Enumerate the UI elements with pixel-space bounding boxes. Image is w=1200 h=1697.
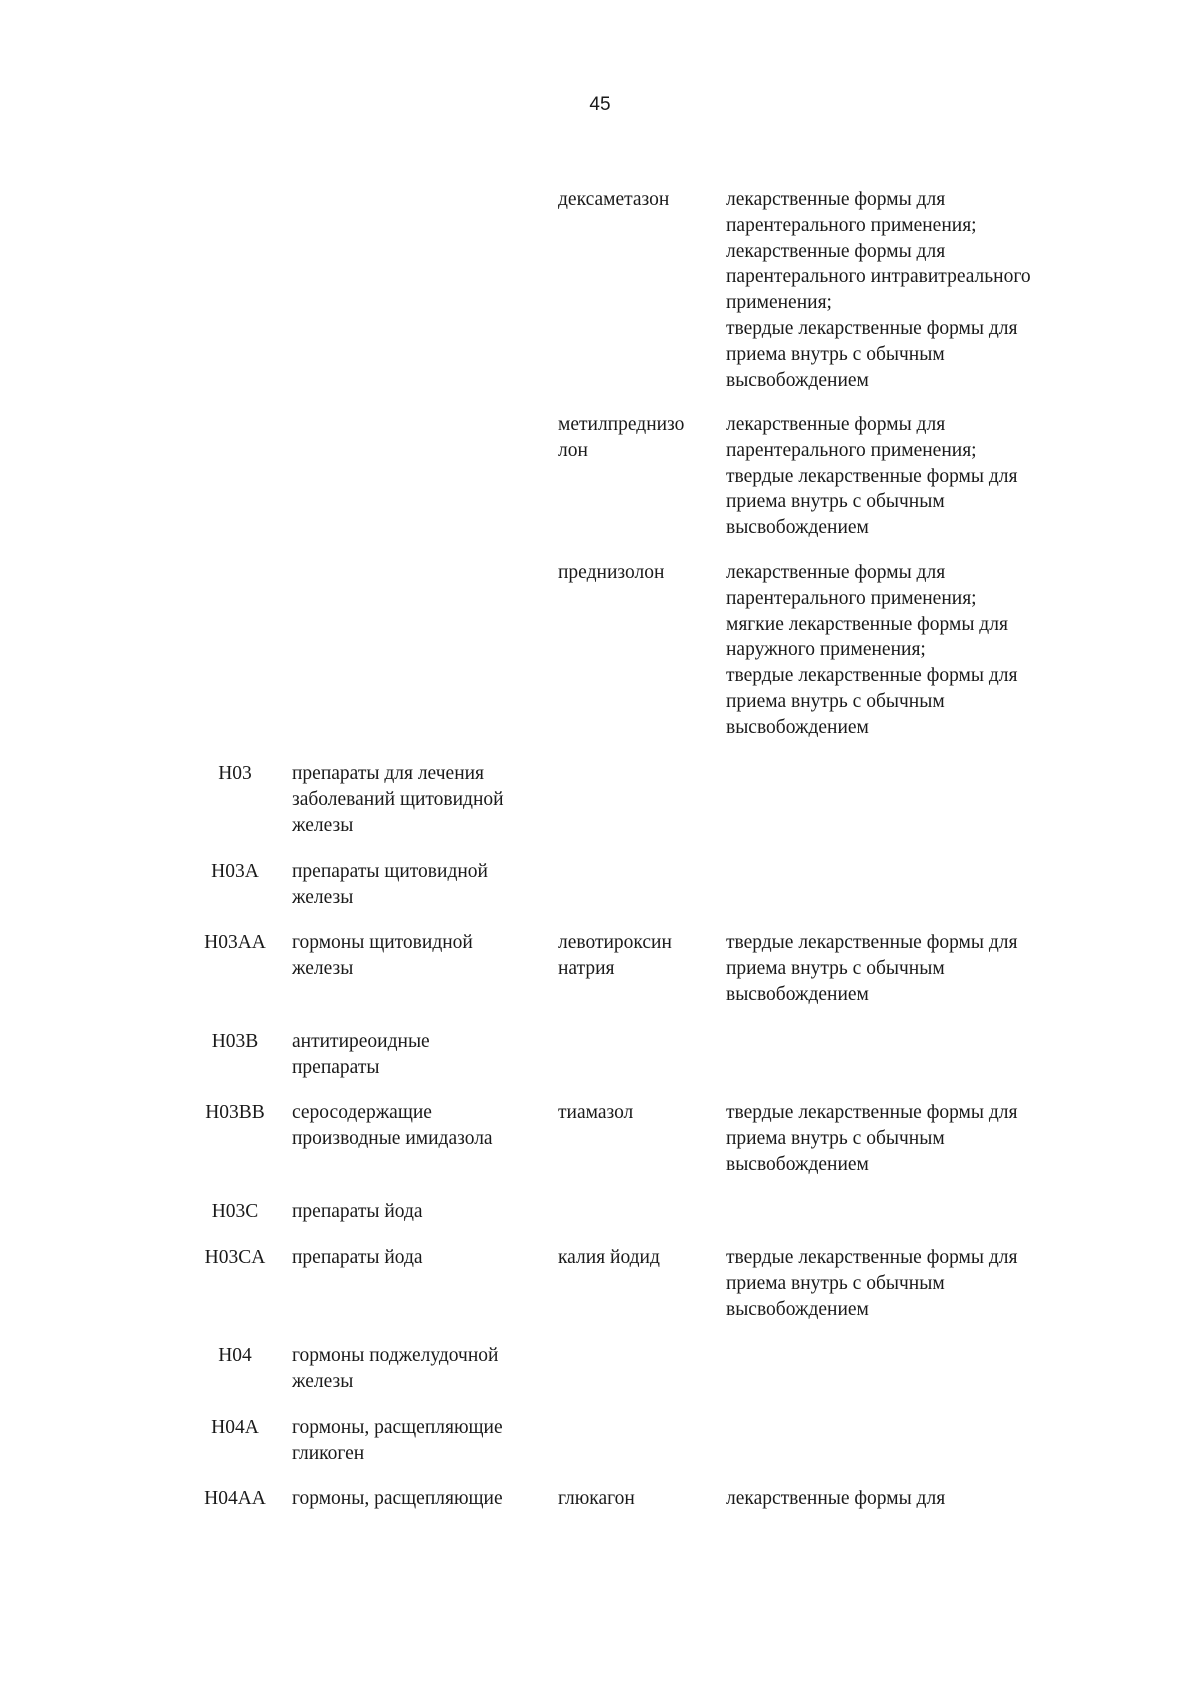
- drug-name: преднизолон: [558, 562, 665, 583]
- atc-code: H04A: [211, 1417, 259, 1438]
- group-name: препараты для лечения заболеваний щитовидной железы: [292, 763, 504, 836]
- dosage-forms: твердые лекарственные формы для приема внутрь с обычным высвобождением: [726, 1247, 1018, 1320]
- drug-name: калия йодид: [558, 1247, 660, 1268]
- atc-code: H03: [218, 763, 252, 784]
- dosage-forms: лекарственные формы для парентерального применения; мягкие лекарственные формы для наружного применения; твердые лекарственные формы для приема внутрь с обычным высвобождением: [726, 562, 1018, 738]
- dosage-forms: твердые лекарственные формы для приема внутрь с обычным высвобождением: [726, 932, 1018, 1005]
- drug-name: тиамазол: [558, 1102, 634, 1123]
- atc-code: H03CA: [204, 1247, 266, 1268]
- atc-code: H04AA: [204, 1488, 266, 1509]
- drug-name: метилпреднизо лон: [558, 414, 685, 461]
- atc-code: H03C: [211, 1201, 259, 1222]
- atc-code: H03B: [211, 1031, 259, 1052]
- group-name: гормоны, расщепляющие: [292, 1488, 503, 1509]
- atc-code: H04: [218, 1345, 252, 1366]
- page-number: 45: [589, 94, 611, 115]
- group-name: препараты йода: [292, 1247, 423, 1268]
- atc-code: H03BB: [205, 1102, 265, 1123]
- dosage-forms: лекарственные формы для парентерального применения; лекарственные формы для парентерального интравитреального применения; твердые лекарственные формы для приема внутрь с обычным высвобождением: [726, 189, 1031, 391]
- atc-code: H03A: [211, 861, 259, 882]
- group-name: антитиреоидные препараты: [292, 1031, 430, 1078]
- group-name: гормоны щитовидной железы: [292, 932, 473, 979]
- dosage-forms: лекарственные формы для парентерального применения; твердые лекарственные формы для приема внутрь с обычным высвобождением: [726, 414, 1018, 539]
- group-name: препараты щитовидной железы: [292, 861, 488, 908]
- drug-name: левотироксин натрия: [558, 932, 672, 979]
- drug-name: глюкагон: [558, 1488, 635, 1509]
- group-name: гормоны поджелудочной железы: [292, 1345, 499, 1392]
- drug-name: дексаметазон: [558, 189, 670, 210]
- atc-code: H03AA: [204, 932, 266, 953]
- dosage-forms: лекарственные формы для: [726, 1488, 946, 1509]
- group-name: серосодержащие производные имидазола: [292, 1102, 493, 1149]
- group-name: гормоны, расщепляющие гликоген: [292, 1417, 503, 1464]
- dosage-forms: твердые лекарственные формы для приема внутрь с обычным высвобождением: [726, 1102, 1018, 1175]
- group-name: препараты йода: [292, 1201, 423, 1222]
